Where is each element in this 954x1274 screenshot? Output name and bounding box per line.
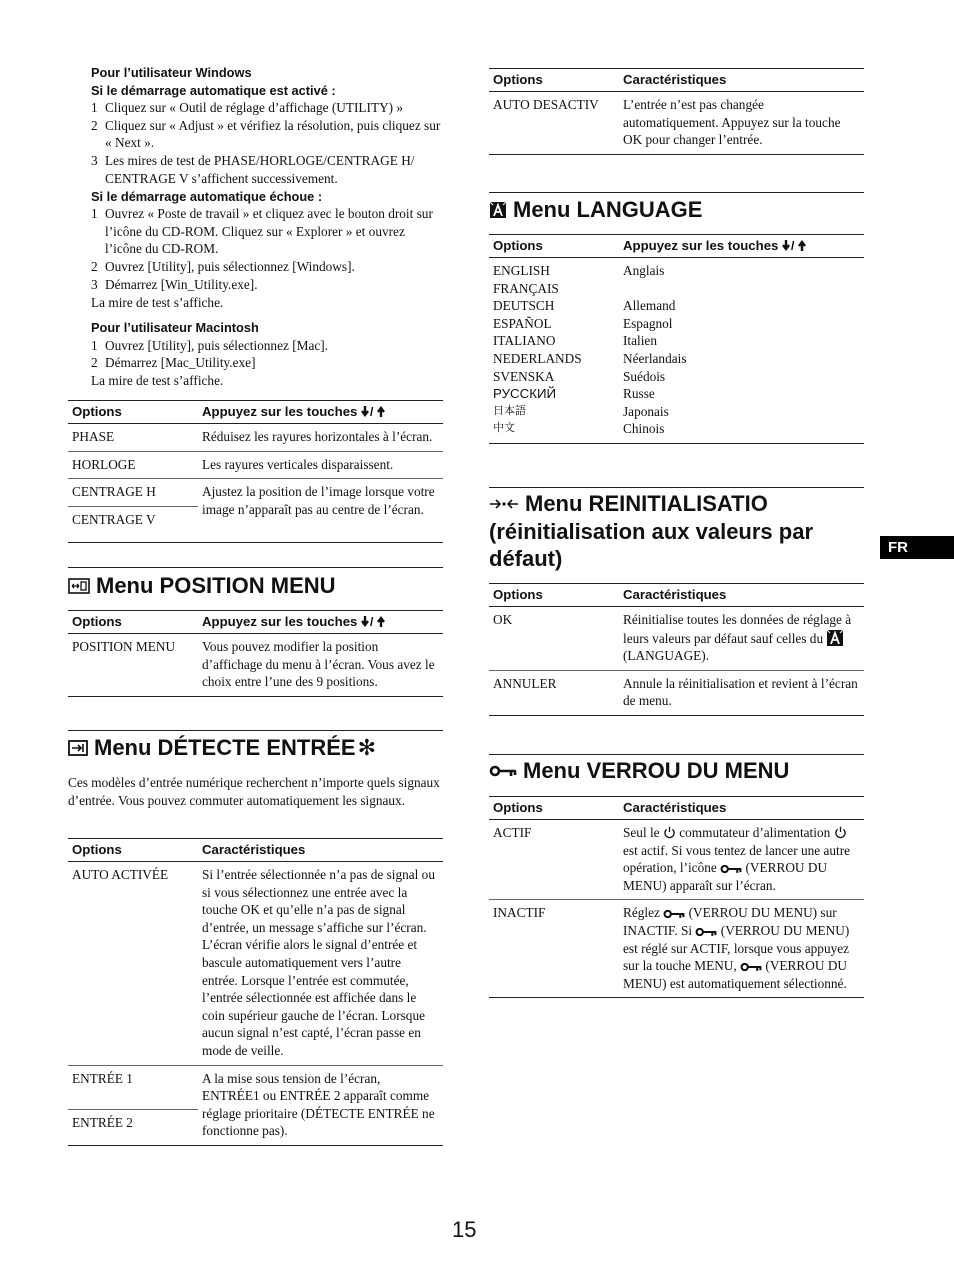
table-row: ENTRÉE 2: [68, 1109, 443, 1145]
key-icon: [720, 864, 742, 874]
detect-table: [68, 838, 443, 1146]
svg-text:/: /: [370, 615, 374, 628]
svg-text:/: /: [791, 239, 795, 252]
list-item: 3 Les mires de test de PHASE/HORLOGE/CENTRAGE H/ CENTRAGE V s’affichent successivement.: [91, 153, 415, 186]
language-desc: Suédois: [623, 368, 666, 384]
language-desc: Allemand: [623, 298, 676, 314]
language-desc: Espagnol: [623, 315, 673, 331]
column-header: Options: [68, 611, 198, 634]
auto-ok-title: Si le démarrage automatique est activé :: [91, 82, 336, 98]
reset-icon: [489, 498, 519, 510]
list-item: 2 Ouvrez [Utility], puis sélectionnez [Windows].: [91, 259, 355, 275]
input-detect-icon: [68, 740, 88, 756]
language-option: 日本語: [493, 404, 526, 417]
key-icon: [695, 927, 717, 937]
language-side-tab: FR: [880, 536, 954, 559]
language-desc: Anglais: [623, 263, 665, 278]
language-option: DEUTSCH: [493, 298, 555, 314]
list-item: 1 Cliquez sur « Outil de réglage d’affichage (UTILITY) »: [91, 100, 404, 115]
language-option: SVENSKA: [493, 368, 555, 384]
column-header: Options: [489, 69, 619, 92]
table-row: ENTRÉE 1 A la mise sous tension de l’écran, ENTRÉE1 ou ENTRÉE 2 apparaît comme réglage prioritaire (DÉTECTE ENTRÉE ne fonctionne pas).: [68, 1065, 443, 1109]
language-desc: Russe: [623, 386, 655, 402]
section-heading-reset: Menu REINITIALISATIO (réinitialisation aux valeurs par défaut): [489, 487, 864, 573]
table-row: ACTIF Seul le commutateur d’alimentation est actif. Si vous tentez de lancer une autre opération, l’icône (VERROU DU MENU) apparaît sur l’écran.: [489, 820, 864, 900]
list-item: 3 Démarrez [Win_Utility.exe].: [91, 276, 258, 292]
table-row: HORLOGE Les rayures verticales disparaissent.: [68, 451, 443, 479]
mac-title: Pour l’utilisateur Macintosh: [91, 320, 259, 336]
language-option: 中文: [493, 422, 515, 435]
section-heading-language: Menu LANGUAGE: [489, 192, 864, 224]
column-header: Caractéristiques: [198, 839, 443, 862]
position-menu-icon: [68, 578, 90, 594]
language-icon: [489, 201, 507, 219]
list-item: 1 Ouvrez [Utility], puis sélectionnez [Mac].: [91, 337, 329, 353]
windows-title: Pour l’utilisateur Windows: [91, 65, 252, 80]
section-heading-detect: Menu DÉTECTE ENTRÉE✻: [68, 730, 443, 762]
table-row: PHASE Réduisez les rayures horizontales à l’écran.: [68, 424, 443, 452]
language-icon: [826, 629, 844, 647]
mac-end-note: La mire de test s’affiche.: [91, 373, 224, 389]
intro-block: [91, 64, 443, 390]
column-header: Options: [68, 401, 198, 424]
language-desc: [623, 280, 860, 298]
lock-table: [489, 796, 864, 998]
section-heading-lock: Menu VERROU DU MENU: [489, 754, 864, 785]
detect-intro-text: Ces modèles d’entrée numérique recherchent n’importe quels signaux d’entrée. Vous pouvez commuter automatiquement les signaux.: [68, 775, 440, 808]
list-item: 1 Ouvrez « Poste de travail » et cliquez avec le bouton droit sur l’icône du CD-ROM. Cliquez sur « Explorer » et ouvrez l’icône du CD-ROM.: [91, 206, 433, 257]
power-icon: [663, 826, 676, 839]
language-table: [489, 234, 864, 444]
column-header: Options: [489, 584, 619, 607]
table-row: CENTRAGE V: [68, 506, 443, 542]
section-heading-position: Menu POSITION MENU: [68, 567, 443, 600]
column-header: Appuyez sur les touches /: [619, 235, 864, 258]
reset-table: [489, 583, 864, 716]
column-header: Appuyez sur les touches /: [198, 401, 443, 424]
position-table: [68, 610, 443, 697]
key-icon: [663, 909, 685, 919]
down-up-arrows-icon: [361, 615, 387, 628]
language-option: ITALIANO: [493, 333, 556, 349]
column-header: Options: [489, 797, 619, 820]
column-header: Appuyez sur les touches /: [198, 611, 443, 634]
table-row: INACTIF Réglez (VERROU DU MENU) sur INACTIF. Si (VERROU DU MENU) est réglé sur ACTIF, lorsque vous appuyez sur la touche MENU, (VERROU DU MENU) est automatiquement sélectionné.: [489, 900, 864, 998]
table-row: ANNULER Annule la réinitialisation et revient à l’écran de menu.: [489, 670, 864, 715]
column-header: Options: [68, 839, 198, 862]
key-icon: [489, 765, 517, 777]
language-desc: Chinois: [623, 421, 665, 437]
down-up-arrows-icon: [782, 239, 808, 252]
column-header: Caractéristiques: [619, 584, 864, 607]
column-header: Caractéristiques: [619, 69, 864, 92]
table-row: AUTO ACTIVÉE Si l’entrée sélectionnée n’a pas de signal ou si vous sélectionnez une entrée avec la touche OK et qu’elle n’a pas de signal d’entrée, un message s’affiche sur l’écran. L’écran vérifie alors le signal d’entrée et bascule automatiquement vers l’autre entrée. Lorsque l’entrée est commutée, l’entrée sélectionnée est affichée dans le coin supérieur gauche de l’écran. Lorsque aucun signal n’est capté, l’écran passe en mode de veille.: [68, 862, 443, 1066]
language-option: ESPAÑOL: [493, 315, 552, 331]
page-number: 15: [452, 1217, 477, 1242]
column-header: Caractéristiques: [619, 797, 864, 820]
language-desc: Néerlandais: [623, 350, 687, 366]
language-option: FRANÇAIS: [493, 280, 559, 296]
language-desc: Japonais: [623, 403, 669, 419]
table-row: POSITION MENU Vous pouvez modifier la position d’affichage du menu à l’écran. Vous avez le choix entre l’une des 9 positions.: [68, 634, 443, 697]
windows-end-note: La mire de test s’affiche.: [91, 294, 224, 310]
key-icon: [740, 962, 762, 972]
language-option: ENGLISH: [493, 263, 550, 278]
table-row: [489, 258, 864, 444]
svg-text:/: /: [370, 405, 374, 418]
auto-off-table: [489, 68, 864, 155]
list-item: 2 Démarrez [Mac_Utility.exe]: [91, 355, 256, 371]
list-item: 2 Cliquez sur « Adjust » et vérifiez la résolution, puis cliquez sur « Next ».: [91, 117, 441, 151]
language-desc: Italien: [623, 333, 657, 349]
language-option: NEDERLANDS: [493, 350, 582, 366]
table-row: CENTRAGE H Ajustez la position de l’image lorsque votre image n’apparaît pas au centre de l’écran.: [68, 479, 443, 507]
column-header: Options: [489, 235, 619, 258]
table-row: AUTO DESACTIV L’entrée n’est pas changée automatiquement. Appuyez sur la touche OK pour changer l’entrée.: [489, 92, 864, 155]
auto-fail-title: Si le démarrage automatique échoue :: [91, 188, 323, 204]
language-option: РУССКИЙ: [493, 386, 557, 402]
phase-table: [68, 400, 443, 543]
power-icon: [834, 826, 847, 839]
down-up-arrows-icon: [361, 405, 387, 418]
table-row: OK Réinitialise toutes les données de réglage à leurs valeurs par défaut sauf celles du (LANGUAGE).: [489, 607, 864, 671]
asterisk-icon: ✻: [357, 735, 377, 761]
